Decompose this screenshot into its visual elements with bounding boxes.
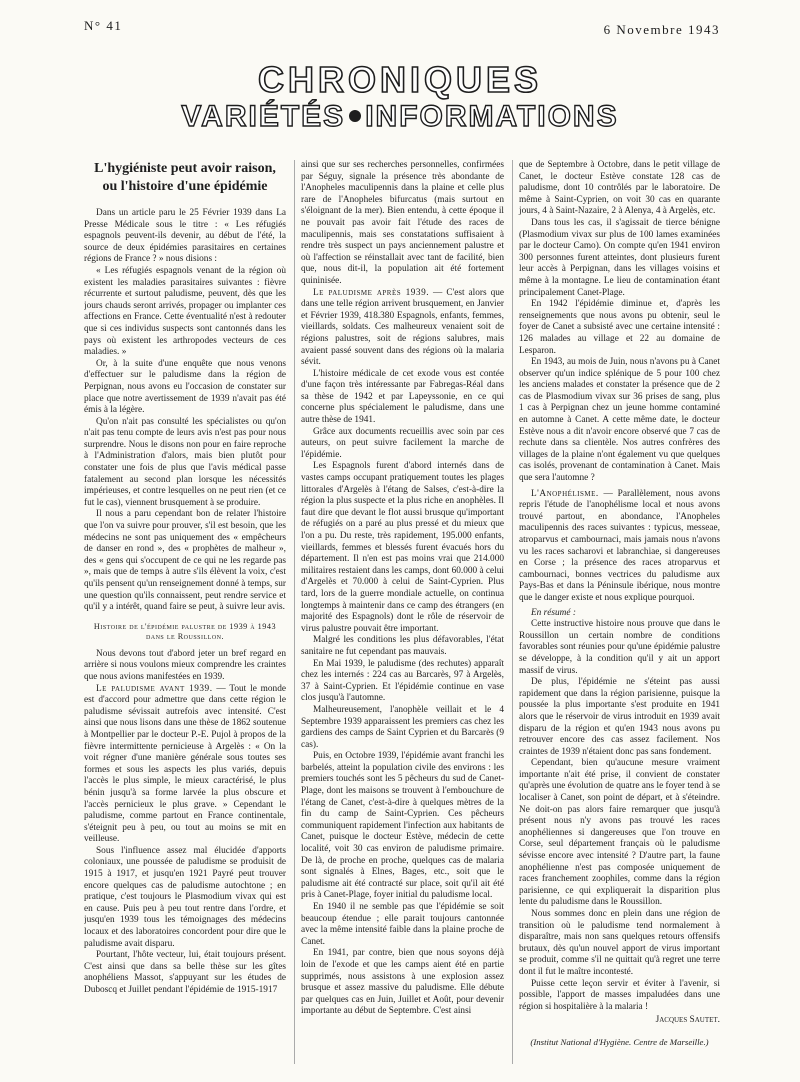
paragraph: Malgré les conditions les plus défavorables, l'état sanitaire ne fut cependant pas mauvais.	[301, 635, 504, 657]
issue-number: N° 41	[84, 18, 123, 33]
paragraph: Or, à la suite d'une enquête que nous venons d'effectuer sur le paludisme dans la région de Perpignan, nous avons eu l'occasion de constater sur place que notre avertissement de 1939 n'avait pas été émis à la légère.	[84, 358, 286, 416]
paragraph: En 1941, par contre, bien que nous soyons déjà loin de l'exode et que les camps aient été en partie supprimés, nous assistons à une explosion assez brusque et assez massive du paludisme. Elle débute par quelques cas en Juin, Juillet et Août, pour devenir importante au début de Septembre. C'est ainsi	[301, 948, 504, 1017]
article-body	[84, 160, 720, 1064]
article-title-line1: L'hygiéniste peut avoir raison,	[94, 161, 276, 176]
column-1	[84, 160, 286, 1064]
masthead-subtitle	[0, 100, 800, 134]
paragraph: Qu'on n'ait pas consulté les spécialistes ou qu'on n'ait pas tenu compte de leurs avis n'est pas pour nous surprendre. Nous le disons non pour en faire reproche à l'Administration d'alors, mais bien plutôt pour constater une fois de plus que l'avis médical passe fatalement au second plan lorsque les nécessités impérieuses, et contre lesquelles on ne peut rien (et ce fut le cas), viennent brusquement à se produire.	[84, 416, 286, 508]
paragraph: Cette instructive histoire nous prouve que dans le Roussillon un certain nombre de conditions favorables sont réunies pour qu'une épidémie palustre se développe, à la condition qu'il y ait un apport massif de virus.	[519, 619, 720, 676]
paragraph-text: — Tout le monde est d'accord pour admettre que dans cette région le paludisme sévissait autrefois avec intensité. C'est ainsi que nous lisons dans une thèse de 1862 soutenue à Montpellier par le docteur P.-E. Pujol à propos de la fièvre intermittente pernicieuse à Argelès : « On la voit régner d'une manière générale sous toutes ses formes et sous les aspects les plus variés, depuis l'accès le plus simple, le mieux caractérisé, le plus bénin jusqu'à sa forme larvée la plus obscure et l'accès pernicieux le plus grave. » Cependant le paludisme, comme partout en France continentale, s'éteignit peu à peu, ou tout au moins se mit en veilleuse.	[84, 683, 286, 845]
run-in-heading: Le paludisme avant 1939.	[96, 683, 213, 694]
paragraph: Grâce aux documents recueillis avec soin par ces auteurs, on peut suivre facilement la marche de l'épidémie.	[301, 426, 504, 460]
author-signature: Jacques Sautet.	[655, 1015, 720, 1026]
paragraph: Pourtant, l'hôte vecteur, lui, était toujours présent. C'est ainsi que dans sa belle thèse sur les gîtes anophéliens Massot, s'appuyant sur les études de Duboscq et Juillet pendant l'épidémie de 1915-1917	[84, 950, 286, 995]
issue-date: 6 Novembre 1943	[603, 22, 720, 37]
paragraph: Nous devons tout d'abord jeter un bref regard en arrière si nous voulons mieux comprendre les craintes que nous avions manifestées en 1939.	[84, 648, 286, 682]
article-title	[84, 160, 286, 196]
masthead	[0, 60, 800, 134]
paragraph: Malheureusement, l'anophèle veillait et le 4 Septembre 1939 apparaissent les premiers cas chez les gardiens des camps de Saint Cyprien et du Barcarès (9 cas).	[301, 704, 504, 750]
article-title-line2: ou l'histoire d'une épidémie	[102, 179, 268, 194]
paragraph: En 1943, au mois de Juin, nous n'avons pu à Canet observer qu'un indice splénique de 5 pour 100 chez les anciens malades et constater la présence que de 2 cas de Plasmodium vivax sur 36 prises de sang, plus 1 cas à Perpignan chez un jeune homme contaminé en automne à Canet. A cette même date, le docteur Estève nous a dit n'avoir encore observé que 7 cas de rechute dans sa clientèle. Nos autres confrères des villages de la plaine n'ont également vu que quelques cas isolés, provenant de contamination à Canet. Mais que sera l'automne ?	[519, 357, 720, 484]
bullet-dot-icon	[349, 110, 361, 122]
column-2	[294, 160, 504, 1064]
paragraph-text: — Parallèlement, nous avons repris l'étude de l'anophélisme local et nous avons trouvé partout, en abondance, l'Anopheles maculipennis des races suivantes : typicus, messeae, atroparvus et cambournaci, mais jamais nous n'avons vu les races sacharovi et labranchiae, si dangereuses en Corse ; la présence des races atroparvus et cambournaci, bonnes vectrices du paludisme aux Pays-Bas et dans la Péninsule ibérique, nous montre que le danger existe et nous explique pourquoi.	[519, 488, 720, 603]
masthead-varietes: VARIÉTÉS	[181, 100, 346, 133]
paragraph: Il nous a paru cependant bon de relater l'histoire que l'on va suivre pour prouver, s'il est besoin, que les médecins ne sont pas uniquement des « empêcheurs de danser en rond », des « prophètes de malheur », des « gens qui s'occupent de ce qui ne les regarde pas », mais que de temps à autre s'ils élèvent la voix, c'est qu'ils pensent qu'un renseignement donné à temps, sur une question qu'ils connaissent, peut rendre service et qu'il y a intérêt, quand faire se peut, à suivre leur avis.	[84, 509, 286, 613]
paragraph: Puisse cette leçon servir et éviter à l'avenir, si possible, l'apport de masses impaludées dans une région si hospitalière à la malaria !	[519, 978, 720, 1012]
column-3	[512, 160, 720, 1064]
paragraph: que de Septembre à Octobre, dans le petit village de Canet, le docteur Estève constate 128 cas de paludisme, dont 10 contrôlés par le laboratoire. De même à Saint-Cyprien, on voit 30 cas en quarante jours, 4 à Saint-Nazaire, 2 à Alenya, 4 à Argelès, etc.	[519, 160, 720, 217]
paragraph: ainsi que sur ses recherches personnelles, confirmées par Séguy, signale la présence très abondante de l'Anopheles maculipennis dans la plaine et celle plus rare de l'Anopheles bifurcatus (mais surtout en s'éloignant de la mer). Bien entendu, à cette époque il ne pouvait pas avoir fait l'étude des races de maculipennis, mais ses constatations suffisaient à rendre très suspect un pays anciennement palustre et où l'affection se réinstallait avec tant de facilité, bien que, nous dit-il, la population ait été fortement quininisée.	[301, 160, 504, 286]
summary-heading: En résumé :	[531, 607, 576, 618]
paragraph: Sous l'influence assez mal élucidée d'apports coloniaux, une poussée de paludisme se produisit de 1915 à 1917, et jusqu'en 1921 Payré peut trouver encore quelques cas de paludisme autochtone ; en pratique, c'est toujours le Plasmodium vivax qui est en cause. Puis peu à peu tout rentre dans l'ordre, et jusqu'en 1939 tous les témoignages des médecins locaux et des laboratoires concordent pour dire que le paludisme avait disparu.	[84, 845, 286, 949]
masthead-informations: INFORMATIONS	[365, 100, 619, 133]
paragraph: De plus, l'épidémie ne s'éteint pas aussi rapidement que dans la région parisienne, puisque la poussée la plus importante s'est produite en 1941 alors que le réservoir de virus introduit en 1939 avait disparu de la région et qu'en 1943 nous avons pu retrouver encore des cas assez facilement. Nos craintes de 1939 n'étaient donc pas sans fondement.	[519, 677, 720, 757]
paragraph: « Les réfugiés espagnols venant de la région où existent les maladies parasitaires suivantes : fièvre récurrente et surtout paludisme, peuvent, dès que les jours chauds seront arrivés, propager ou implanter ces affections en France. Cette éventualité n'est à redouter que si ces individus suspects sont cantonnés dans les pays où existent les arthropodes vecteurs de ces maladies. »	[84, 265, 286, 358]
paragraph: Dans un article paru le 25 Février 1939 dans La Presse Médicale sous le titre : « Les réfugiés espagnols peuvent-ils devenir, au début de l'été, la source de deux épidémies parasitaires en certaines régions de France ? » nous disions :	[84, 208, 286, 265]
paragraph: Puis, en Octobre 1939, l'épidémie avant franchi les barbelés, atteint la population civile des environs : les premiers touchés sont les 5 pêcheurs du sud de Canet-Plage, dont les maisons se trouvent à l'embouchure de l'étang de Canet, c'est-à-dire à quelques mètres de la fin du camp de Saint-Cyprien. Ces pêcheurs communiquent rapidement l'infection aux habitants de Canet, puisque le docteur Estève, médecin de cette localité, voit 30 cas environ de paludisme primaire. De là, de proche en proche, quelques cas de malaria sont signalés à Elnes, Bages, etc., soit que le paludisme ait été contracté sur place, soit qu'il ait été pris à Canet-Plage, foyer initial du paludisme local.	[301, 751, 504, 901]
section-heading: Histoire de l'épidémie palustre de 1939 à 1943 dans le Roussillon.	[93, 621, 277, 642]
paragraph: Dans tous les cas, il s'agissait de tierce bénigne (Plasmodium vivax sur plus de 100 lames examinées par le docteur Camo). On compte qu'en 1941 environ 300 personnes furent atteintes, dont plusieurs furent leur accès à Perpignan, dans les villages voisins et même à la montagne. Le lieu de contamination étant principalement Canet-Plage.	[519, 217, 720, 298]
paragraph: En Mai 1939, le paludisme (des rechutes) apparaît chez les internés : 224 cas au Barcarès, 97 à Argelès, 37 à Saint-Cyprien. Et l'épidémie continue en vase clos jusqu'à l'automne.	[301, 658, 504, 704]
paragraph	[301, 288, 504, 369]
paragraph: L'histoire médicale de cet exode vous est contée d'une façon très intéressante par Fabregas-Réal dans sa thèse de 1942 et par Lapeyssonie, en ce qui concerne plus spécialement le paludisme, dans une autre thèse de 1941.	[301, 368, 504, 426]
paragraph-text: — C'est alors que dans une telle région arrivent brusquement, en Janvier et Février 1939, 418.380 Espagnols, enfants, femmes, vieillards, soldats. Ces malheureux venaient soit de régions palustres, soit de régions salubres, mais avaient passé souvent dans des régions où la malaria sévit.	[301, 287, 504, 368]
paragraph: En 1942 l'épidémie diminue et, d'après les renseignements que nous avons pu obtenir, seul le foyer de Canet a subsisté avec une certaine intensité : 126 malades au village et 22 au domaine de Lesparon.	[519, 299, 720, 356]
page-header	[80, 12, 720, 42]
paragraph	[519, 489, 720, 605]
author-institution: (Institut National d'Hygiène. Centre de Marseille.)	[530, 1036, 709, 1047]
run-in-heading: Le paludisme après 1939.	[313, 287, 430, 298]
masthead-title: CHRONIQUES	[257, 59, 543, 100]
paragraph: Nous sommes donc en plein dans une région de transition où le paludisme tend normalement à disparaître, mais non sans quelques retours offensifs brutaux, dès qu'un nouvel apport de virus important se produit, comme s'il ne quittait qu'à regret une terre dont il fut le maître incontesté.	[519, 909, 720, 977]
paragraph: Les Espagnols furent d'abord internés dans de vastes camps occupant pratiquement toutes les plages littorales d'Argelès à l'étang de Salses, c'est-à-dire la région la plus suspecte et la plus riche en anophèles. Il faut dire que devant le flot aussi brusque qu'important de réfugiés on a paré au plus pressé et du mieux que l'on a pu. Du reste, très rapidement, 195.000 enfants, vieillards, femmes et blessés furent évacués hors du département. Il n'en est pas moins vrai que 214.000 militaires restaient dans les camps, dont 60.000 à celui d'Argelès et 70.000 à celui de Saint-Cyprien. Plus tard, lors de la guerre mondiale actuelle, on continua longtemps à maintenir dans ce camp des étrangers (en majorité des Espagnols) dont le rôle de réservoir de virus palustre pouvait être important.	[301, 461, 504, 634]
run-in-heading: L'Anophélisme.	[531, 488, 599, 499]
paragraph: Cependant, bien qu'aucune mesure vraiment importante n'ait été prise, il convient de constater qu'après une évolution de quatre ans le foyer tend à se localiser à Canet, son point de départ, et à s'éteindre. Ne doit-on pas alors faire remarquer que jusqu'à présent nous n'y avons pas trouvé les races anophéliennes si dangereuses que l'on trouve en Corse, seul département français où le paludisme sévisse encore avec intensité ? D'autre part, la faune anophélienne n'est pas composée uniquement de races franchement zoophiles, comme dans la région parisienne, ce qui expliquerait la disparition plus lente du paludisme dans le Roussillon.	[519, 758, 720, 908]
paragraph	[84, 684, 286, 846]
paragraph: En 1940 il ne semble pas que l'épidémie se soit beaucoup étendue ; elle parait toujours cantonnée avec la même intensité faible dans la plaine proche de Canet.	[301, 902, 504, 947]
